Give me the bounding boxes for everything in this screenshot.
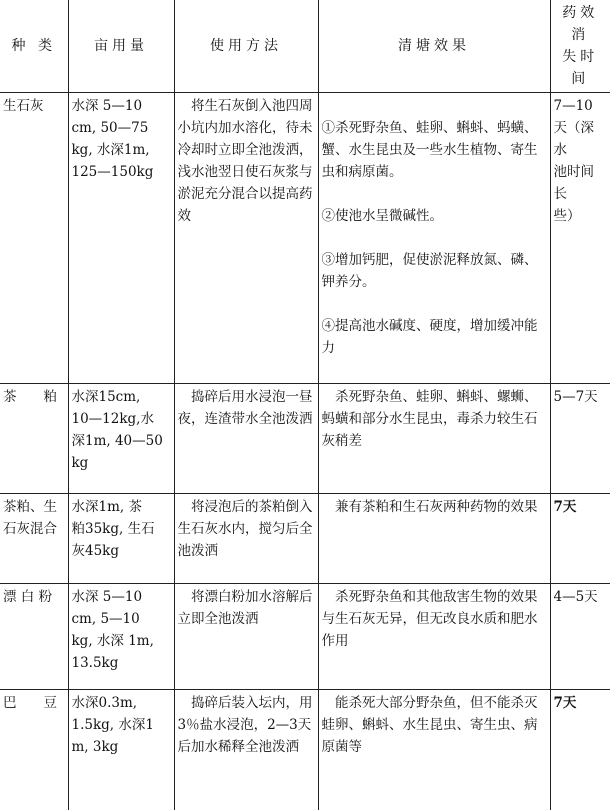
header-dose: 亩用量 — [68, 0, 174, 93]
header-method: 使用方法 — [174, 0, 318, 93]
row-dose: 水深1m, 茶 粕35kg, 生石 灰45kg — [68, 494, 174, 584]
header-time: 药效消 失时间 — [550, 0, 610, 93]
row-dose: 水深 5—10 cm, 50—75 kg, 水深1m, 125—150kg — [68, 93, 174, 384]
header-kind: 种 类 — [0, 0, 68, 93]
row-time: 7天 — [550, 494, 610, 584]
effect-point: ①杀死野杂鱼、蛙卵、蝌蚪、蚂蟥、蟹、水生昆虫及一些水生植物、寄生虫和病原菌。 — [321, 120, 538, 180]
row-time: 7天 — [550, 690, 610, 810]
row-kind: 茶粕、生 石灰混合 — [0, 494, 68, 584]
row-dose: 水深0.3m, 1.5kg, 水深1 m, 3kg — [68, 690, 174, 810]
row-time: 4—5天 — [550, 584, 610, 690]
effect-point: ③增加钙肥，促使淤泥释放氮、磷、钾养分。 — [321, 252, 538, 290]
table-row — [0, 584, 610, 690]
table-row — [0, 93, 610, 384]
header-effect: 清塘效果 — [318, 0, 550, 93]
table-row — [0, 384, 610, 494]
row-method: 将生石灰倒入池四周小坑内加水溶化，待未冷却时立即全池泼洒，浅水池翌日使石灰浆与淤泥充分混合以提高药效 — [174, 93, 318, 384]
row-effect: 能杀死大部分野杂鱼，但不能杀灭蛙卵、蝌蚪、水生昆虫、寄生虫、病原菌等 — [318, 690, 550, 810]
row-kind: 生石灰 — [0, 93, 68, 384]
row-kind: 漂 白 粉 — [0, 584, 68, 690]
row-method: 将漂白粉加水溶解后立即全池泼洒 — [174, 584, 318, 690]
row-method: 捣碎后用水浸泡一昼夜，连渣带水全池泼洒 — [174, 384, 318, 494]
row-time: 5—7天 — [550, 384, 610, 494]
row-time: 7—10 天（深水 池时间长 些） — [550, 93, 610, 384]
row-effect: 兼有茶粕和生石灰两种药物的效果 — [318, 494, 550, 584]
row-kind: 茶 粕 — [0, 384, 68, 494]
effect-point: ④提高池水碱度、硬度，增加缓冲能力 — [321, 318, 538, 356]
row-effect — [318, 93, 550, 384]
row-method: 将浸泡后的茶粕倒入生石灰水内，搅匀后全池泼洒 — [174, 494, 318, 584]
row-effect: 杀死野杂鱼和其他敌害生物的效果与生石灰无异，但无改良水质和肥水作用 — [318, 584, 550, 690]
table-row — [0, 690, 610, 810]
row-effect: 杀死野杂鱼、蛙卵、蝌蚪、螺蛳、蚂蟥和部分水生昆虫，毒杀力较生石灰稍差 — [318, 384, 550, 494]
row-method: 捣碎后装入坛内，用3％盐水浸泡，2—3天后加水稀释全池泼洒 — [174, 690, 318, 810]
header-row — [0, 0, 610, 93]
row-dose: 水深 5—10 cm, 5—10 kg, 水深 1m, 13.5kg — [68, 584, 174, 690]
table-row — [0, 494, 610, 584]
effect-point: ②使池水呈微碱性。 — [321, 208, 443, 224]
row-kind: 巴 豆 — [0, 690, 68, 810]
row-dose: 水深15cm, 10—12kg,水 深1m, 40—50 kg — [68, 384, 174, 494]
